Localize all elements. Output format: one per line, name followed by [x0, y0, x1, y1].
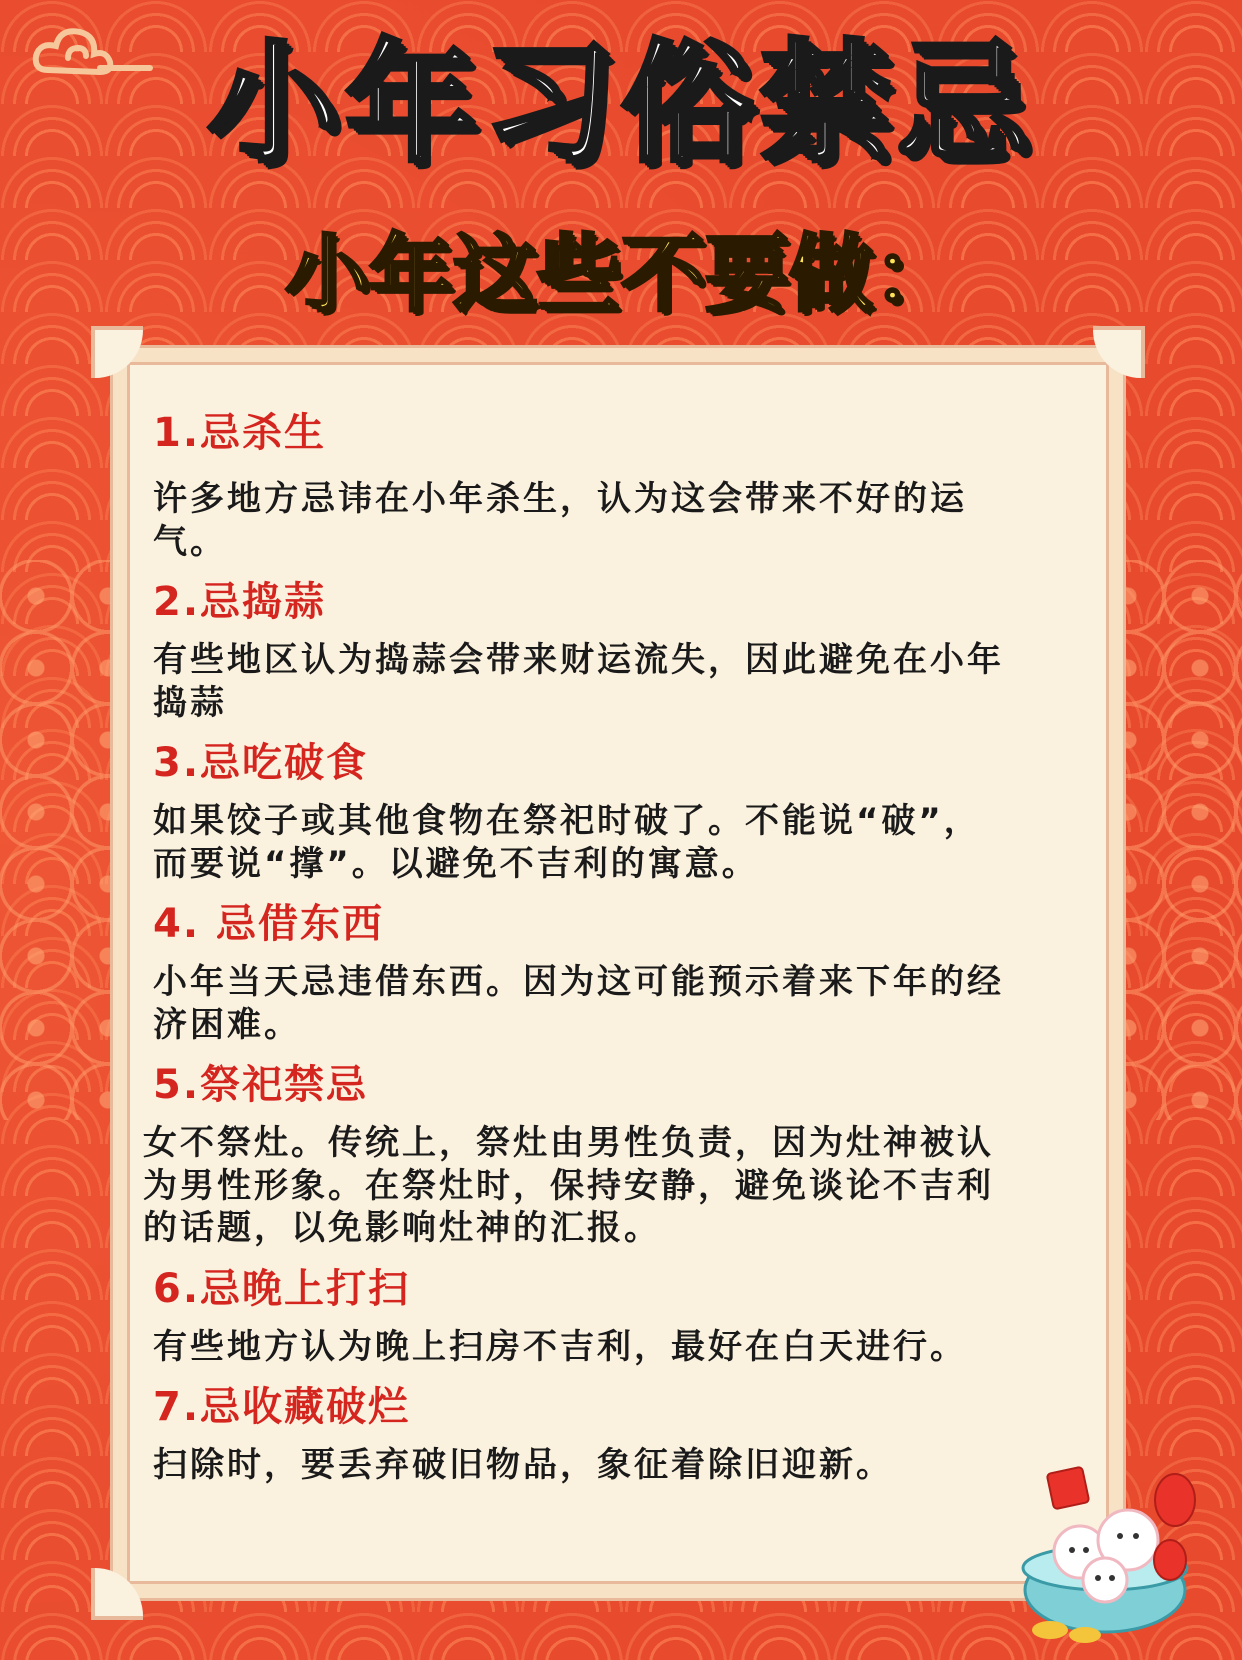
taboo-item — [153, 899, 1083, 1046]
dumpling-mascot-illustration — [1010, 1440, 1220, 1650]
taboo-item — [143, 1060, 1083, 1250]
taboo-item-title: 3.忌吃破食 — [153, 740, 369, 786]
frame-corner — [1093, 326, 1145, 378]
taboo-item-title: 4. 忌借东西 — [153, 901, 384, 947]
page-title: 小年习俗禁忌 — [207, 27, 1035, 181]
content-card — [110, 345, 1126, 1601]
taboo-item-title: 6.忌晚上打扫 — [153, 1265, 411, 1312]
taboo-item-title: 7.忌收藏破烂 — [153, 1384, 411, 1430]
taboo-item-title: 5.祭祀禁忌 — [153, 1062, 369, 1108]
taboo-item — [153, 738, 1083, 885]
taboo-item-body: 小年当天忌违借东西。因为这可能预示着来下年的经济困难。 — [153, 962, 1004, 1045]
taboo-item-title: 1.忌杀生 — [153, 410, 327, 456]
frame-corner — [91, 1568, 143, 1620]
taboo-item-body: 有些地区认为捣蒜会带来财运流失，因此避免在小年捣蒜 — [153, 640, 1004, 723]
taboo-item — [153, 577, 1083, 724]
taboo-item-body: 女不祭灶。传统上，祭灶由男性负责，因为灶神被认为男性形象。在祭灶时，保持安静，避免谈论不吉利的话题，以免影响灶神的汇报。 — [143, 1123, 994, 1248]
taboo-item — [153, 1382, 1083, 1487]
frame-corner — [91, 326, 143, 378]
taboo-item-body: 有些地方认为晚上扫房不吉利，最好在白天进行。 — [153, 1326, 967, 1367]
taboo-item — [153, 408, 1083, 563]
page-subtitle: 小年这些不要做： — [284, 225, 957, 323]
taboo-item-body: 如果饺子或其他食物在祭祀时破了。不能说“破”，而要说“撑”。以避免不吉利的寓意。 — [153, 801, 981, 884]
taboo-item-title: 2.忌捣蒜 — [153, 579, 327, 625]
taboo-item — [153, 1264, 1083, 1369]
taboo-item-body: 许多地方忌讳在小年杀生，认为这会带来不好的运气。 — [153, 479, 967, 562]
taboo-item-body: 扫除时，要丢弃破旧物品，象征着除旧迎新。 — [153, 1445, 893, 1485]
taboo-list — [143, 408, 1083, 1501]
